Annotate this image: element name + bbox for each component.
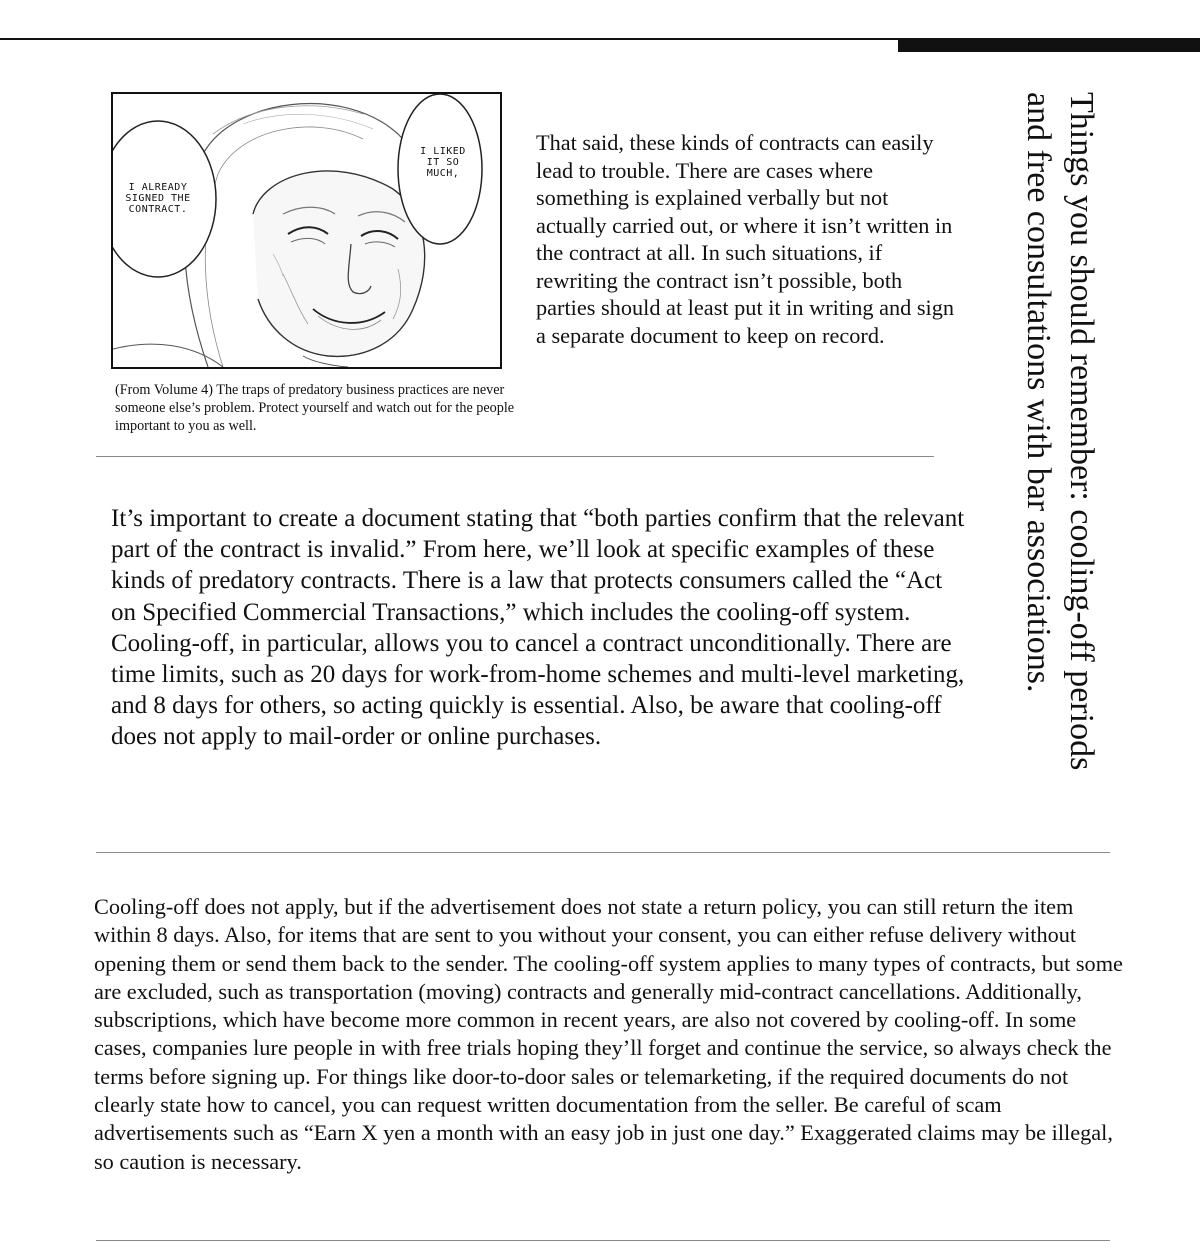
- paragraph-bottom: Cooling-off does not apply, but if the advertisement does not state a return policy, you can still return the item within 8 days. Also, for items that are sent to you without your consent, you can either refuse delivery without opening them or send them back to the sender. The cooling-off system applies to many types of contracts, but some are excluded, such as transportation (moving) contracts and generally mid-contract cancellations. Additionally, subscriptions, which have become more common in recent years, are also not covered by cooling-off. In some cases, companies lure people in with free trials hoping they’ll forget and continue the service, so always check the terms before signing up. For things like door-to-door sales or telemarketing, if the required documents do not clearly state how to cancel, you can request written documentation from the seller. Be careful of scam advertisements such as “Earn X yen a month with an easy job in just one day.” Exaggerated claims may be illegal, so caution is necessary.: [94, 894, 1123, 1174]
- figure-caption: (From Volume 4) The traps of predatory business practices are never someone else’s problem. Protect yourself and watch out for the people important to you as well.: [115, 382, 515, 434]
- divider-middle: [96, 852, 1110, 853]
- top-rule: [0, 38, 900, 40]
- manga-illustration: [113, 94, 500, 367]
- top-bar: [898, 38, 1200, 52]
- paragraph-middle: It’s important to create a document stating that “both parties confirm that the relevant part of the contract is invalid.” From here, we’ll look at specific examples of these kinds of predatory contracts. There is a law that protects consumers called the “Act on Specified Commercial Transactions,” which includes the cooling-off system. Cooling-off, in particular, allows you to cancel a contract unconditionally. There are time limits, such as 20 days for work-from-home schemes and multi-level marketing, and 8 days for others, so acting quickly is essential. Also, be aware that cooling-off does not apply to mail-order or online purchases.: [111, 505, 965, 751]
- paragraph-right: That said, these kinds of contracts can easily lead to trouble. There are cases where something is explained verbally but not actually carried out, or where it isn’t written in the contract at all. In such situations, if rewriting the contract isn’t possible, both parties should at least put it in writing and sign a separate document to keep on record.: [536, 130, 955, 348]
- manga-panel: [111, 92, 502, 369]
- speech-bubble-left: I ALREADY SIGNED THE CONTRACT.: [125, 182, 191, 215]
- page-title: Things you should remember: cooling-off periods and free consultations with bar associations.: [1020, 92, 1100, 771]
- divider-upper: [96, 456, 934, 457]
- divider-bottom: [96, 1240, 1110, 1241]
- speech-bubble-right: I LIKED IT SO MUCH,: [420, 146, 466, 179]
